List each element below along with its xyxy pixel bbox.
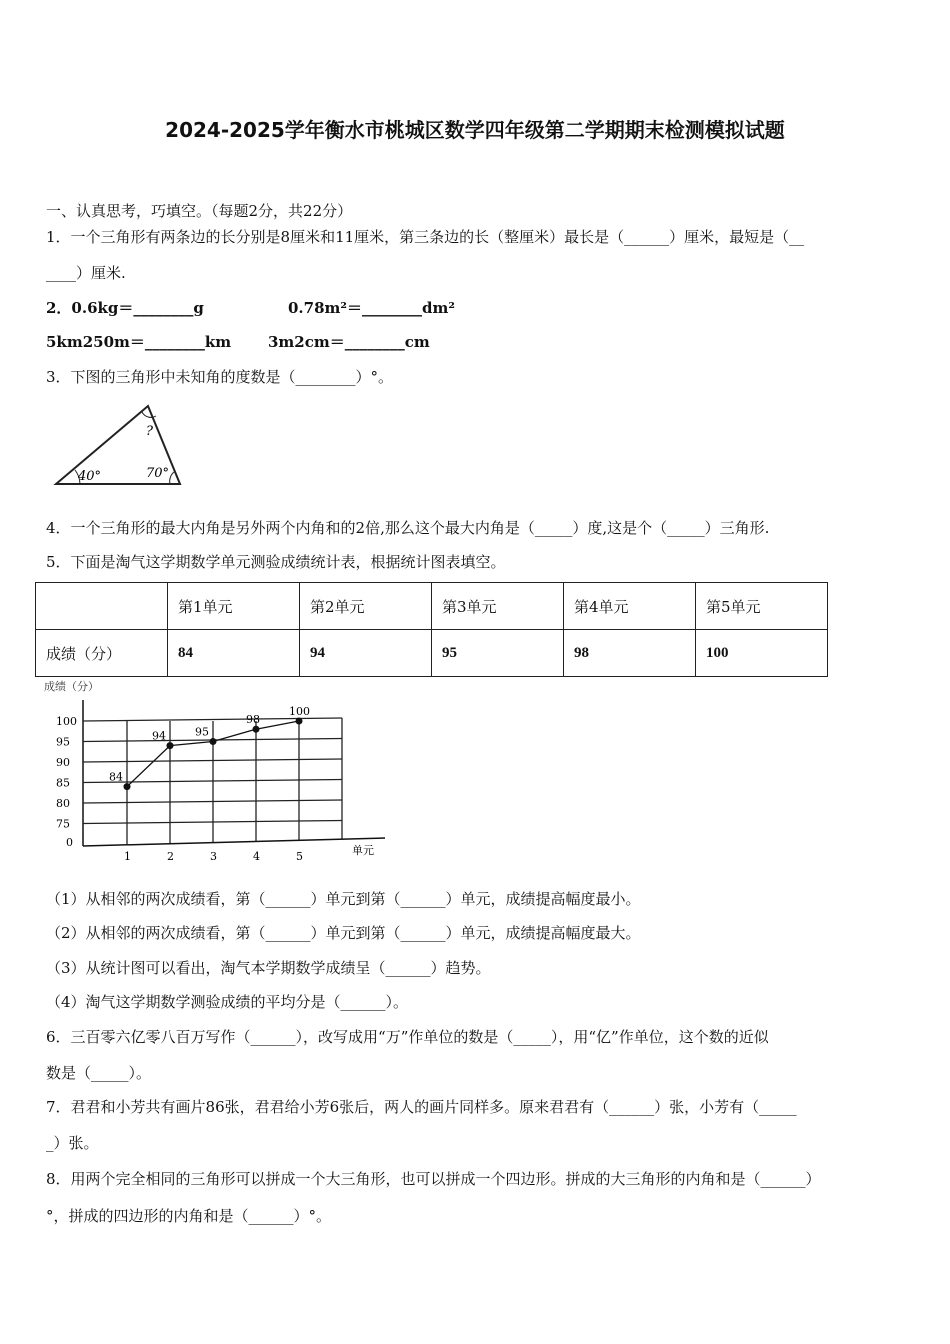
data-point (253, 726, 260, 733)
table-header-cell: 第2单元 (300, 583, 432, 630)
question-6-cont: 数是（_____）。 (46, 1064, 152, 1082)
question-2-b: 0.78m²＝________dm² (288, 299, 455, 317)
question-7: 7．君君和小芳共有画片86张，君君给小芳6张后，两人的画片同样多。原来君君有（______）张，小芳有（_____ (46, 1098, 797, 1116)
table-cell: 84 (168, 630, 300, 677)
x-tick-label: 3 (210, 850, 217, 863)
question-3: 3．下图的三角形中未知角的度数是（________）°。 (46, 368, 394, 386)
question-5: 5．下面是淘气这学期数学单元测验成绩统计表，根据统计图表填空。 (46, 553, 506, 571)
data-point (124, 783, 131, 790)
sub-question-4: （4）淘气这学期数学测验成绩的平均分是（______）。 (46, 993, 409, 1011)
table-header-cell (36, 583, 168, 630)
page-title: 2024-2025学年衡水市桃城区数学四年级第二学期期末检测模拟试题 (165, 118, 785, 142)
table-header-row (36, 583, 828, 630)
y-tick-label: 80 (56, 797, 70, 810)
x-axis (83, 838, 385, 846)
question-6: 6．三百零六亿零八百万写作（______），改写成用“万”作单位的数是（_____），用“亿”作单位，这个数的近似 (46, 1028, 769, 1046)
table-header-cell: 第5单元 (696, 583, 828, 630)
y-axis-label: 成绩（分） (44, 680, 99, 693)
x-tick-label: 1 (124, 850, 131, 863)
data-label: 100 (289, 705, 310, 718)
section-heading: 一、认真思考，巧填空。（每题2分，共22分） (46, 202, 353, 220)
table-header-cell: 第1单元 (168, 583, 300, 630)
y-tick-label: 90 (56, 756, 70, 769)
table-header-cell: 第4单元 (564, 583, 696, 630)
x-tick-label: 2 (167, 850, 174, 863)
unknown-angle-label: ? (146, 424, 153, 439)
y-tick-label: 100 (56, 715, 77, 728)
angle-a-label: 40° (78, 469, 102, 484)
data-point (210, 738, 217, 745)
x-tick-label: 5 (296, 850, 303, 863)
y-tick-label: 95 (56, 735, 70, 749)
question-2-d: 3m2cm＝________cm (268, 333, 430, 351)
sub-question-3: （3）从统计图可以看出，淘气本学期数学成绩呈（______）趋势。 (46, 959, 491, 977)
table-cell: 成绩（分） (36, 630, 168, 677)
data-label: 84 (109, 770, 123, 784)
question-4: 4．一个三角形的最大内角是另外两个内角和的2倍,那么这个最大内角是（_____）度,这是个（_____）三角形. (46, 519, 770, 537)
data-label: 98 (246, 713, 260, 727)
sub-question-2: （2）从相邻的两次成绩看，第（______）单元到第（______）单元，成绩提高幅度最大。 (46, 924, 641, 942)
data-point (296, 718, 303, 725)
data-label: 95 (195, 725, 209, 739)
question-7-cont: _）张。 (46, 1134, 99, 1152)
gridline-h (83, 718, 342, 721)
y-tick-label: 0 (66, 836, 73, 849)
y-tick-label: 75 (56, 817, 70, 831)
x-axis-label: 单元 (352, 844, 374, 857)
table-cell: 100 (696, 630, 828, 677)
score-line-chart (40, 678, 400, 863)
question-1: 1．一个三角形有两条边的长分别是8厘米和11厘米，第三条边的长（整厘米）最长是（______）厘米，最短是（__ (46, 228, 805, 246)
question-8-cont: °，拼成的四边形的内角和是（______）°。 (46, 1207, 332, 1225)
data-point (167, 742, 174, 749)
triangle-figure (50, 400, 190, 492)
angle-b-label: 70° (146, 466, 170, 481)
score-table (35, 582, 828, 677)
y-tick-label: 85 (56, 776, 70, 790)
table-cell: 98 (564, 630, 696, 677)
question-8: 8．用两个完全相同的三角形可以拼成一个大三角形，也可以拼成一个四边形。拼成的大三角形的内角和是（______） (46, 1170, 821, 1188)
question-2-a: 2．0.6kg＝________g (46, 299, 204, 317)
question-2-c: 5km250m＝________km (46, 333, 232, 351)
table-cell: 94 (300, 630, 432, 677)
x-tick-label: 4 (253, 850, 260, 863)
table-row (36, 630, 828, 677)
question-1-cont: ____）厘米. (46, 264, 126, 282)
data-label: 94 (152, 729, 166, 743)
sub-question-1: （1）从相邻的两次成绩看，第（______）单元到第（______）单元，成绩提高幅度最小。 (46, 890, 641, 908)
table-header-cell: 第3单元 (432, 583, 564, 630)
table-cell: 95 (432, 630, 564, 677)
